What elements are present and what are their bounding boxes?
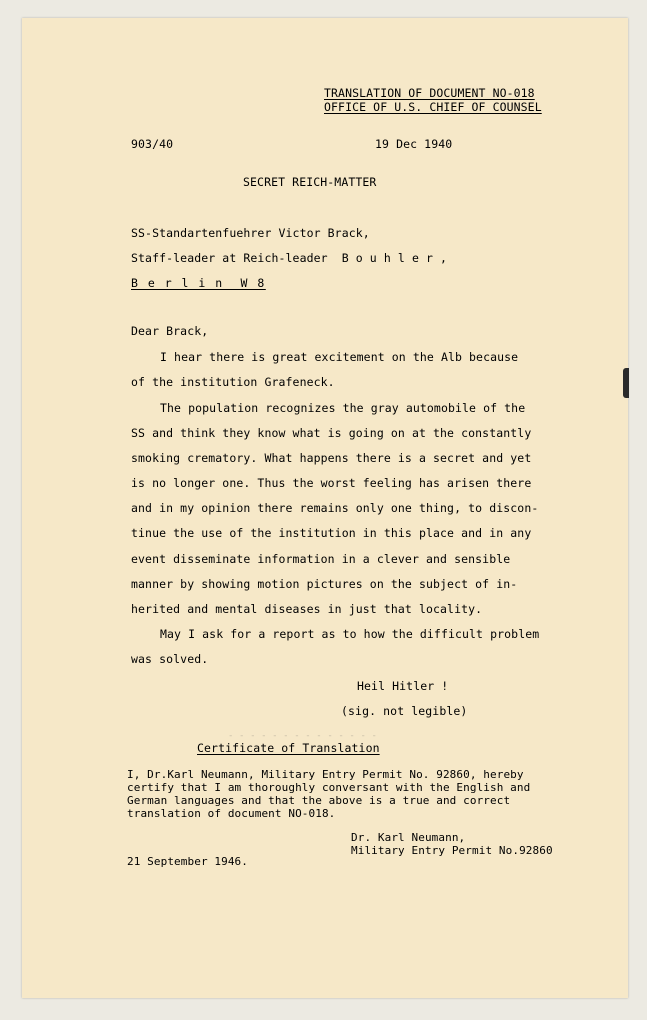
body-line: herited and mental diseases in just that locality. <box>131 602 483 616</box>
body-line: of the institution Grafeneck. <box>131 375 335 389</box>
certificate-line: translation of document NO-018. <box>127 807 336 820</box>
body-line: and in my opinion there remains only one thing, to discon- <box>131 501 539 515</box>
addressee-line-3: B e r l i n W 8 <box>131 276 266 290</box>
body-line: smoking crematory. What happens there is a secret and yet <box>131 451 532 465</box>
body-line: I hear there is great excitement on the Alb because <box>160 350 519 364</box>
letter-date: 19 Dec 1940 <box>375 137 453 151</box>
body-line: The population recognizes the gray automobile of the <box>160 401 526 415</box>
body-line: manner by showing motion pictures on the subject of in- <box>131 577 518 591</box>
body-line: SS and think they know what is going on at the constantly <box>131 426 532 440</box>
header-line-2: OFFICE OF U.S. CHIEF OF COUNSEL <box>324 100 542 114</box>
signer-permit: Military Entry Permit No.92860 <box>351 844 553 857</box>
reference-number: 903/40 <box>131 137 174 151</box>
closing: Heil Hitler ! <box>357 679 449 693</box>
faint-line: - - - - - - - - - - - - - - <box>228 731 377 741</box>
signer-name: Dr. Karl Neumann, <box>351 831 466 844</box>
certificate-line: German languages and that the above is a true and correct <box>127 794 511 807</box>
certificate-line: certify that I am thoroughly conversant with the English and <box>127 781 531 794</box>
certificate-line: I, Dr.Karl Neumann, Military Entry Permit No. 92860, hereby <box>127 768 524 781</box>
classification-heading: SECRET REICH-MATTER <box>243 175 377 189</box>
addressee-line-2: Staff-leader at Reich-leader B o u h l e r , <box>131 251 448 265</box>
body-line: May I ask for a report as to how the difficult problem <box>160 627 540 641</box>
binder-tab-mark <box>623 368 629 398</box>
salutation: Dear Brack, <box>131 324 209 338</box>
body-line: was solved. <box>131 652 209 666</box>
certificate-date: 21 September 1946. <box>127 855 249 868</box>
addressee-line-1: SS-Standartenfuehrer Victor Brack, <box>131 226 370 240</box>
signature-note: (sig. not legible) <box>341 704 468 718</box>
body-line: event disseminate information in a clever and sensible <box>131 552 511 566</box>
certificate-title: Certificate of Translation <box>197 741 380 755</box>
body-line: is no longer one. Thus the worst feeling has arisen there <box>131 476 532 490</box>
header-line-1: TRANSLATION OF DOCUMENT NO-018 <box>324 86 535 100</box>
body-line: tinue the use of the institution in this place and in any <box>131 526 532 540</box>
